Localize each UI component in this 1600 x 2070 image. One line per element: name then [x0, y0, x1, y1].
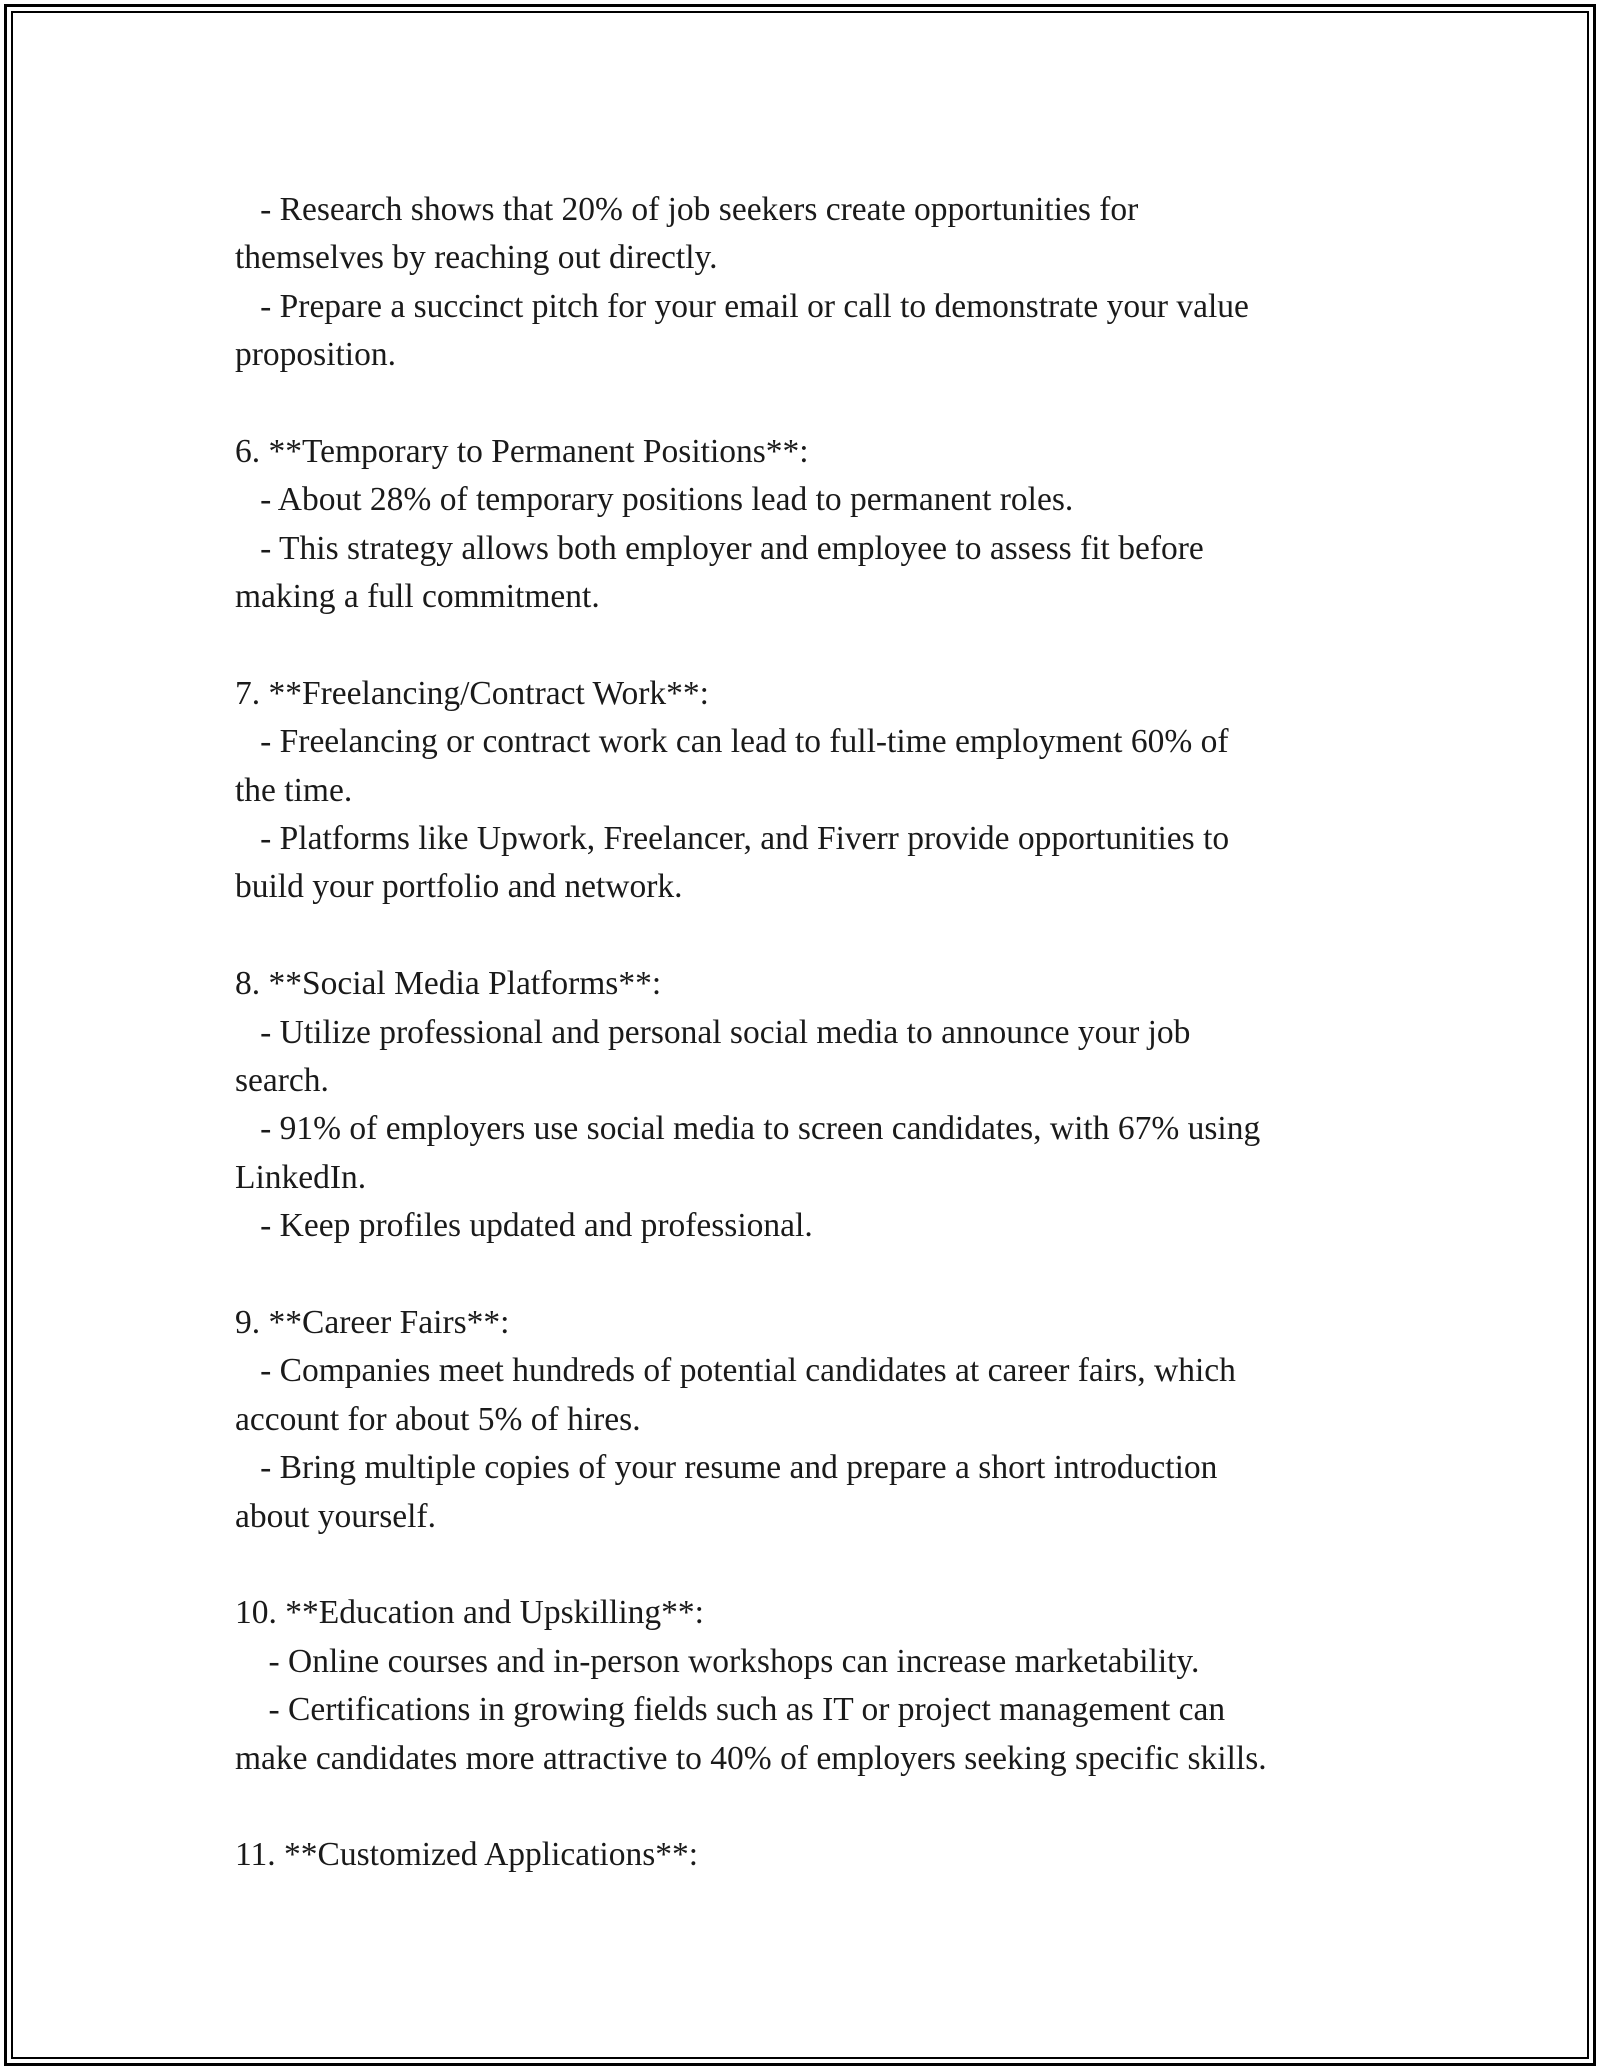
blank-line [235, 622, 1365, 670]
text-line: about yourself. [235, 1497, 436, 1535]
blank-line [235, 912, 1365, 960]
document-body [235, 186, 1365, 1880]
text-line: - This strategy allows both employer and employee to assess fit before [235, 529, 1204, 567]
section-heading: 10. **Education and Upskilling**: [235, 1594, 704, 1632]
section-heading: 9. **Career Fairs**: [235, 1303, 510, 1341]
section-heading: 7. **Freelancing/Contract Work**: [235, 674, 709, 712]
text-line: - Companies meet hundreds of potential candidates at career fairs, which [235, 1352, 1236, 1390]
text-line: - Research shows that 20% of job seekers create opportunities for [235, 191, 1139, 228]
text-line: search. [235, 1062, 329, 1100]
text-line: - Prepare a succinct pitch for your email or call to demonstrate your value [235, 287, 1249, 325]
blank-line [235, 380, 1365, 428]
blank-line [235, 1541, 1365, 1589]
text-line: themselves by reaching out directly. [235, 239, 718, 277]
section-heading: 6. **Temporary to Permanent Positions**: [235, 432, 809, 470]
text-line: - Utilize professional and personal social media to announce your job [235, 1013, 1191, 1051]
section-heading: 8. **Social Media Platforms**: [235, 965, 662, 1003]
blank-line [235, 1251, 1365, 1299]
text-line: LinkedIn. [235, 1158, 367, 1196]
text-line: - Bring multiple copies of your resume and prepare a short introduction [235, 1449, 1218, 1487]
text-line: the time. [235, 771, 353, 809]
text-line: - Keep profiles updated and professional. [235, 1207, 813, 1245]
blank-line [235, 1783, 1365, 1831]
text-line: proposition. [235, 336, 396, 374]
text-line: - Certifications in growing fields such as IT or project management can [235, 1691, 1226, 1729]
text-line: - Online courses and in-person workshops can increase marketability. [235, 1642, 1200, 1680]
text-line: make candidates more attractive to 40% of employers seeking specific skills. [235, 1739, 1267, 1777]
text-line: - Freelancing or contract work can lead to full-time employment 60% of [235, 723, 1229, 761]
text-line: account for about 5% of hires. [235, 1400, 641, 1438]
section-heading: 11. **Customized Applications**: [235, 1836, 699, 1874]
text-line: - Platforms like Upwork, Freelancer, and Fiverr provide opportunities to [235, 820, 1230, 858]
text-line: making a full commitment. [235, 578, 600, 616]
text-line: - 91% of employers use social media to screen candidates, with 67% using [235, 1110, 1261, 1148]
text-line: build your portfolio and network. [235, 868, 683, 906]
text-line: - About 28% of temporary positions lead to permanent roles. [235, 481, 1074, 519]
